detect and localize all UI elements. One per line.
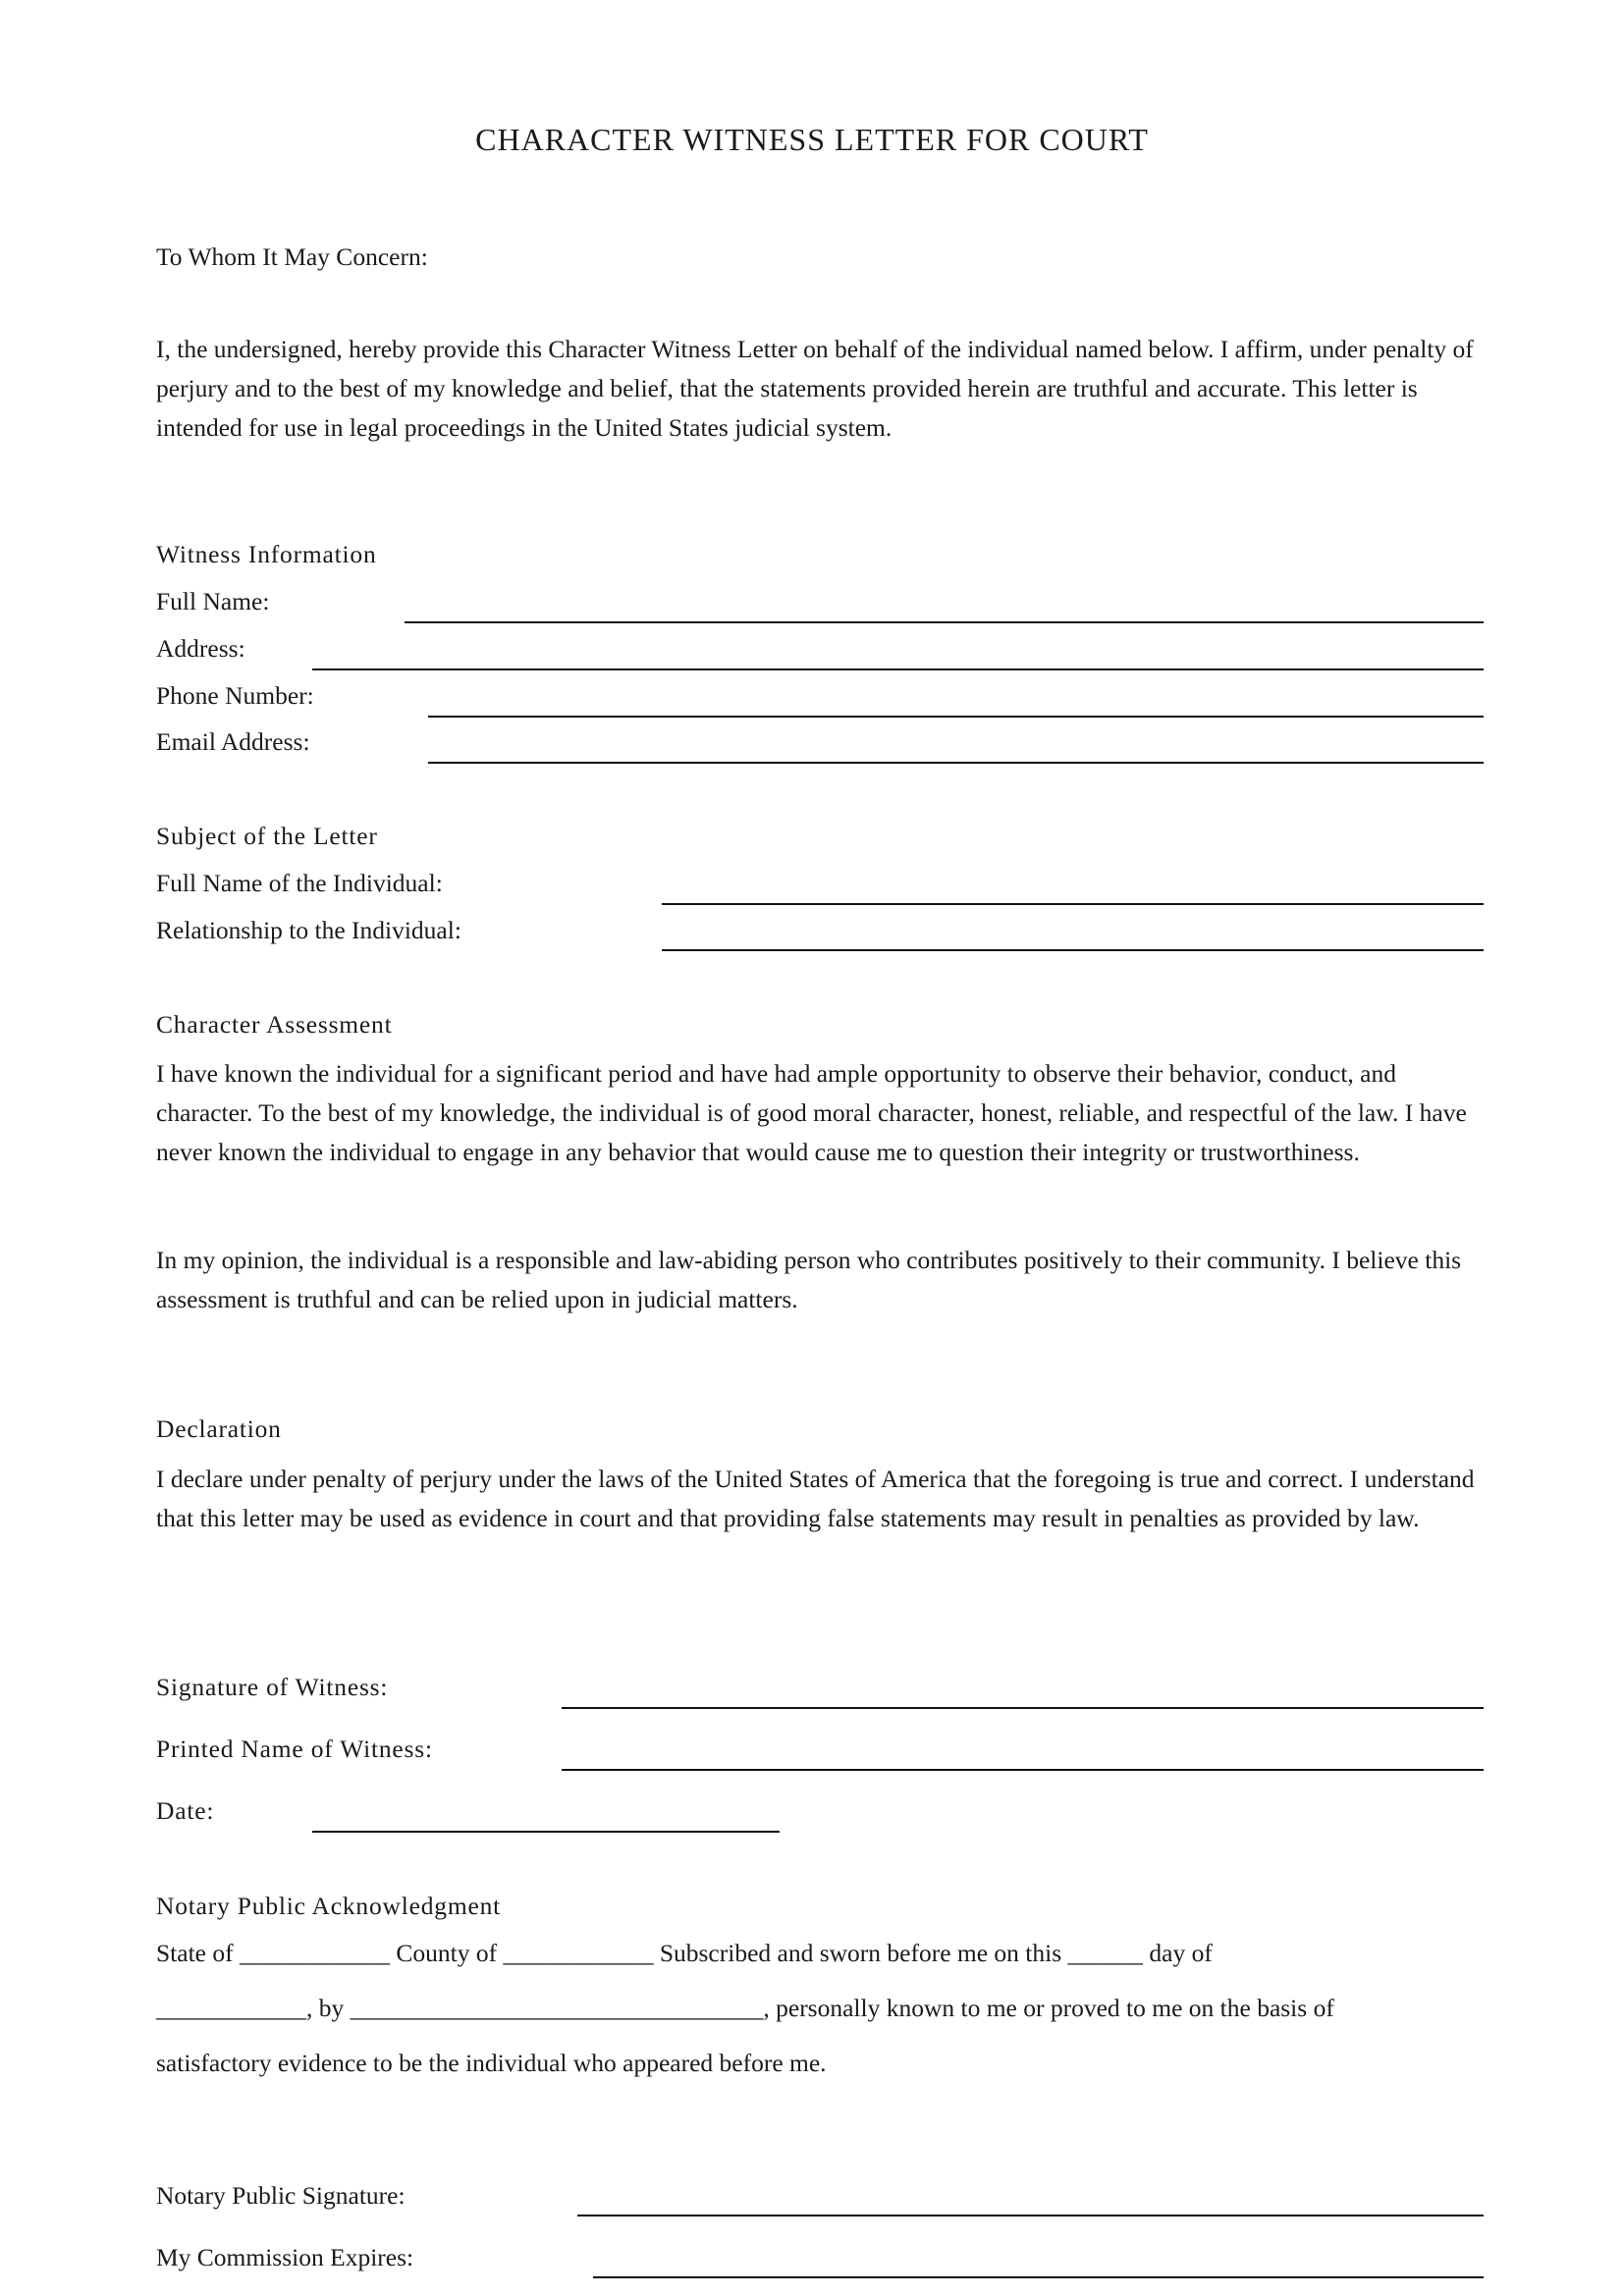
notary-signature-label: Notary Public Signature:: [156, 2181, 406, 2210]
notary-line-2: ____________, by _________________________________, personally known to me or proved to me on the basis of: [156, 1994, 1334, 2022]
subject-relationship-field[interactable]: [662, 949, 1484, 951]
character-paragraph-2: In my opinion, the individual is a responsible and law-abiding person who contributes positively to their community. I believe this assessment is truthful and can be relied upon in judicial matters.: [156, 1246, 1462, 1313]
notary-heading: Notary Public Acknowledgment: [156, 1892, 502, 1920]
declaration-heading: Declaration: [156, 1415, 282, 1443]
witness-signature-field[interactable]: [562, 1707, 1484, 1709]
witness-phone-label: Phone Number:: [156, 681, 314, 710]
witness-info-heading: Witness Information: [156, 540, 377, 568]
character-heading: Character Assessment: [156, 1010, 393, 1039]
printed-name-field[interactable]: [562, 1769, 1484, 1771]
commission-expires-field[interactable]: [593, 2276, 1484, 2278]
witness-full-name-field[interactable]: [405, 621, 1484, 623]
document-title: CHARACTER WITNESS LETTER FOR COURT: [475, 122, 1149, 157]
subject-full-name-field[interactable]: [662, 903, 1484, 905]
declaration-paragraph: I declare under penalty of perjury under the laws of the United States of America that the foregoing is true and correct. I understand that this letter may be used as evidence in court and that providing false statements may result in penalties as provided by law.: [156, 1465, 1475, 1532]
intro-paragraph: I, the undersigned, hereby provide this Character Witness Letter on behalf of the individual named below. I affirm, under penalty of perjury and to the best of my knowledge and belief, that the statements provided herein are truthful and accurate. This letter is intended for use in legal proceedings in the United States judicial system.: [156, 335, 1474, 442]
witness-full-name-label: Full Name:: [156, 587, 270, 615]
printed-name-label: Printed Name of Witness:: [156, 1735, 433, 1763]
date-label: Date:: [156, 1796, 215, 1825]
witness-signature-label: Signature of Witness:: [156, 1673, 389, 1701]
subject-relationship-label: Relationship to the Individual:: [156, 916, 461, 944]
witness-address-label: Address:: [156, 634, 245, 663]
salutation: To Whom It May Concern:: [156, 242, 428, 271]
subject-heading: Subject of the Letter: [156, 822, 378, 850]
witness-address-field[interactable]: [312, 668, 1484, 670]
witness-email-field[interactable]: [428, 762, 1484, 764]
notary-line-1: State of ____________ County of ____________ Subscribed and sworn before me on this ______ day of: [156, 1939, 1213, 1967]
witness-email-label: Email Address:: [156, 727, 310, 756]
notary-line-3: satisfactory evidence to be the individual who appeared before me.: [156, 2049, 827, 2077]
commission-expires-label: My Commission Expires:: [156, 2243, 414, 2271]
date-field[interactable]: [312, 1831, 780, 1833]
notary-signature-field[interactable]: [577, 2215, 1484, 2216]
character-paragraph-1: I have known the individual for a significant period and have had ample opportunity to observe their behavior, conduct, and character. To the best of my knowledge, the individual is of good moral character, honest, reliable, and respectful of the law. I have never known the individual to engage in any behavior that would cause me to question their integrity or trustworthiness.: [156, 1059, 1467, 1166]
subject-full-name-label: Full Name of the Individual:: [156, 869, 443, 897]
witness-phone-field[interactable]: [428, 716, 1484, 718]
